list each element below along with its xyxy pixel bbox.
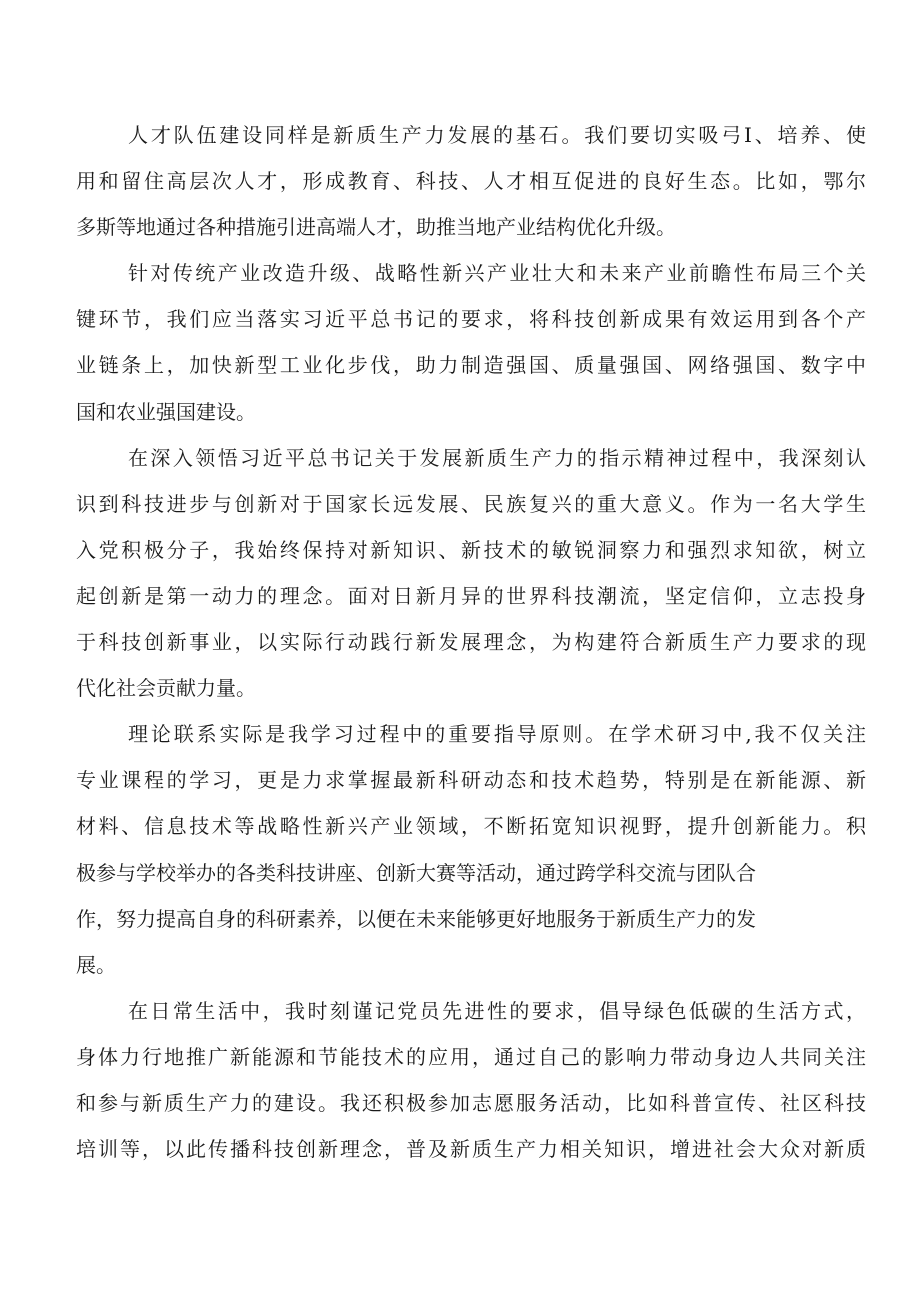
- text-line: 于科技创新事业，以实际行动践行新发展理念，为构建符合新质生产力要求的现: [76, 630, 866, 655]
- paragraph: [76, 988, 866, 1172]
- text-line: 展。: [76, 952, 116, 977]
- text-line: 专业课程的学习，更是力求掌握最新科研动态和技术趋势，特别是在新能源、新: [76, 768, 866, 793]
- text-line: 起创新是第一动力的理念。面对日新月异的世界科技潮流，坚定信仰，立志投身: [76, 583, 866, 608]
- text-line: 多斯等地通过各种措施引进高端人才，助推当地产业结构优化升级。: [76, 215, 676, 240]
- text-line: 键环节，我们应当落实习近平总书记的要求，将科技创新成果有效运用到各个产: [76, 307, 866, 332]
- document-body: [76, 112, 866, 1172]
- text-line: 作，努力提高自身的科研素养，以便在未来能够更好地服务于新质生产力的发: [76, 906, 756, 931]
- paragraph: [76, 250, 866, 434]
- text-line: 理论联系实际是我学习过程中的重要指导原则。在学术研习中,我不仅关注: [128, 722, 866, 747]
- paragraph: [76, 711, 866, 988]
- text-line: 用和留住高层次人才，形成教育、科技、人才相互促进的良好生态。比如，鄂尔: [76, 169, 866, 194]
- text-line: 入党积极分子，我始终保持对新知识、新技术的敏锐洞察力和强烈求知欲，树立: [76, 537, 866, 562]
- paragraph: [76, 112, 866, 250]
- paragraph: [76, 435, 866, 712]
- text-line: 国和农业强国建设。: [76, 399, 256, 424]
- text-line: 和参与新质生产力的建设。我还积极参加志愿服务活动，比如科普宣传、社区科技: [76, 1090, 866, 1115]
- text-line: 针对传统产业改造升级、战略性新兴产业壮大和未来产业前瞻性布局三个关: [128, 261, 866, 286]
- text-line: 身体力行地推广新能源和节能技术的应用，通过自己的影响力带动身边人共同关注: [76, 1044, 866, 1069]
- text-line: 极参与学校举办的各类科技讲座、创新大赛等活动，通过跨学科交流与团队合: [76, 860, 756, 885]
- text-line: 培训等，以此传播科技创新理念，普及新质生产力相关知识，增进社会大众对新质: [76, 1137, 866, 1162]
- text-line: 在深入领悟习近平总书记关于发展新质生产力的指示精神过程中，我深刻认: [128, 445, 866, 470]
- text-line: 业链条上，加快新型工业化步伐，助力制造强国、质量强国、网络强国、数字中: [76, 353, 866, 378]
- text-line: 人才队伍建设同样是新质生产力发展的基石。我们要切实吸弓I、培养、使: [128, 123, 866, 147]
- text-line: 识到科技进步与创新对于国家长远发展、民族复兴的重大意义。作为一名大学生: [76, 491, 866, 516]
- text-line: 在日常生活中，我时刻谨记党员先进性的要求，倡导绿色低碳的生活方式，: [128, 998, 866, 1023]
- text-line: 材料、信息技术等战略性新兴产业领域，不断拓宽知识视野，提升创新能力。积: [76, 814, 866, 839]
- text-line: 代化社会贡献力量。: [76, 676, 256, 701]
